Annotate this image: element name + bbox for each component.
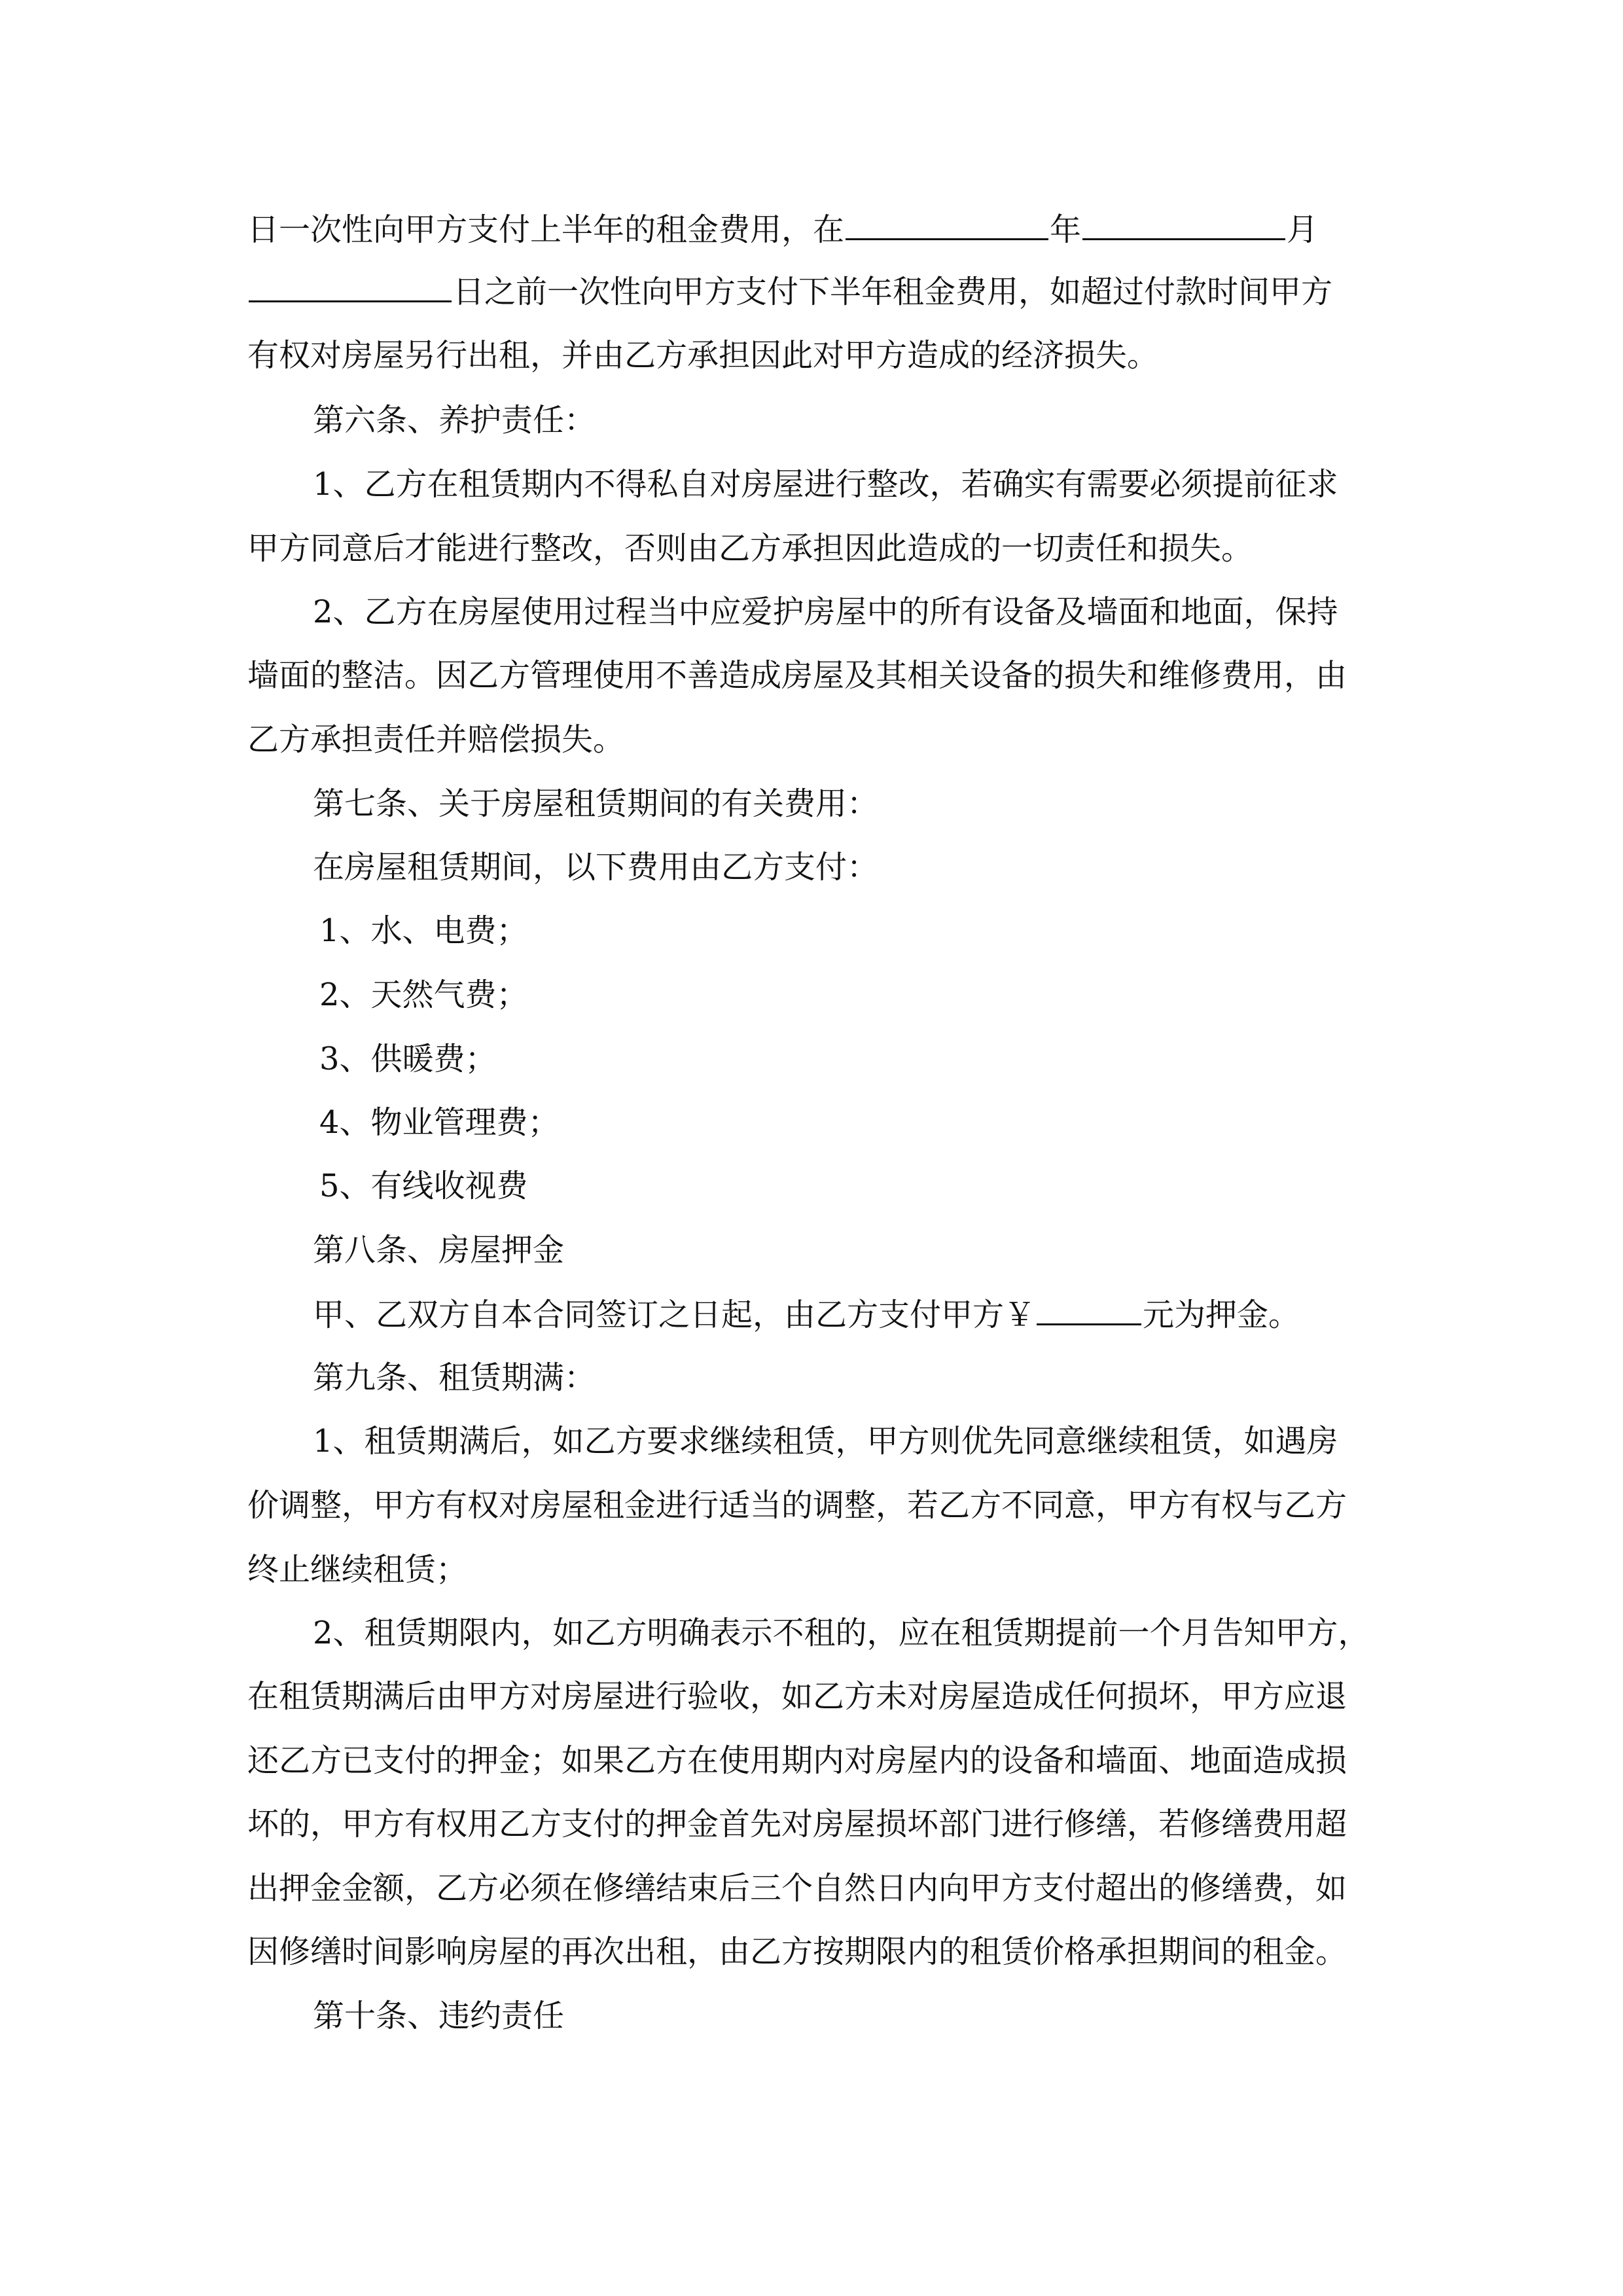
article-10-title: 第十条、违约责任: [313, 1998, 565, 2034]
article-6-clause-2-line-3: 乙方承担责任并赔偿损失。: [247, 721, 625, 758]
article-9-clause-1-line-3: 终止继续租赁；: [247, 1551, 468, 1588]
article-9-clause-2-line-5: 出押金金额，乙方必须在修缮结束后三个自然日内向甲方支付超出的修缮费，如: [247, 1870, 1347, 1907]
list-item: 4、物业管理费；: [319, 1104, 560, 1141]
article-9-clause-2-line-2: 在租赁期满后由甲方对房屋进行验收，如乙方未对房屋造成任何损坏，甲方应退: [247, 1678, 1347, 1715]
list-item: 5、有线收视费: [319, 1168, 528, 1204]
article-6-clause-2-line-1: 2、乙方在房屋使用过程当中应爱护房屋中的所有设备及墙面和地面，保持: [313, 594, 1338, 630]
para5-line1-text-b: 年: [1050, 211, 1082, 248]
para5-line-3: 有权对房屋另行出租，并由乙方承担因此对甲方造成的经济损失。: [247, 337, 1159, 374]
para5-line2-text: 日之前一次性向甲方支付下半年租金费用，如超过付款时间甲方: [453, 274, 1333, 310]
article-9-clause-1-line-2: 价调整，甲方有权对房屋租金进行适当的调整，若乙方不同意，甲方有权与乙方: [247, 1487, 1347, 1524]
day-fill-blank[interactable]: [249, 272, 452, 302]
article-6-clause-2-line-2: 墙面的整洁。因乙方管理使用不善造成房屋及其相关设备的损失和维修费用，由: [247, 657, 1347, 694]
article-8-text-a: 甲、乙双方自本合同签订之日起，由乙方支付甲方￥: [313, 1297, 1036, 1333]
month-fill-blank[interactable]: [1082, 209, 1285, 240]
list-item: 3、供暖费；: [319, 1041, 497, 1077]
article-7-title: 第七条、关于房屋租赁期间的有关费用：: [313, 785, 879, 822]
para5-line1-text-c: 月: [1287, 211, 1319, 248]
year-fill-blank[interactable]: [846, 209, 1048, 240]
article-7-intro: 在房屋租赁期间，以下费用由乙方支付：: [313, 849, 879, 886]
article-9-clause-2-line-3: 还乙方已支付的押金；如果乙方在使用期内对房屋内的设备和墙面、地面造成损: [247, 1742, 1347, 1779]
para5-line-2: [247, 272, 1332, 312]
article-6-clause-1-line-1: 1、乙方在租赁期内不得私自对房屋进行整改，若确实有需要必须提前征求: [313, 466, 1338, 503]
article-8-text: [313, 1295, 1300, 1335]
article-9-clause-2-line-6: 因修缮时间影响房屋的再次出租，由乙方按期限内的租赁价格承担期间的租金。: [247, 1933, 1347, 1970]
list-item: 2、天然气费；: [319, 977, 528, 1013]
article-9-clause-2-line-4: 坏的，甲方有权用乙方支付的押金首先对房屋损坏部门进行修缮，若修缮费用超: [247, 1806, 1347, 1842]
article-8-title: 第八条、房屋押金: [313, 1232, 565, 1268]
list-item: 1、水、电费；: [319, 912, 528, 949]
para5-line1-text-a: 日一次性向甲方支付上半年的租金费用，在: [247, 211, 845, 248]
article-9-clause-1-line-1: 1、租赁期满后，如乙方要求继续租赁，甲方则优先同意继续租赁，如遇房: [313, 1423, 1338, 1460]
para5-line-1: [247, 209, 1318, 249]
article-9-clause-2-line-1: 2、租赁期限内，如乙方明确表示不租的，应在租赁期提前一个月告知甲方，: [313, 1615, 1370, 1651]
article-8-text-b: 元为押金。: [1143, 1297, 1300, 1333]
article-9-title: 第九条、租赁期满：: [313, 1359, 596, 1396]
deposit-amount-blank[interactable]: [1037, 1295, 1141, 1325]
article-6-title: 第六条、养护责任：: [313, 402, 596, 439]
article-6-clause-1-line-2: 甲方同意后才能进行整改，否则由乙方承担因此造成的一切责任和损失。: [247, 530, 1253, 567]
